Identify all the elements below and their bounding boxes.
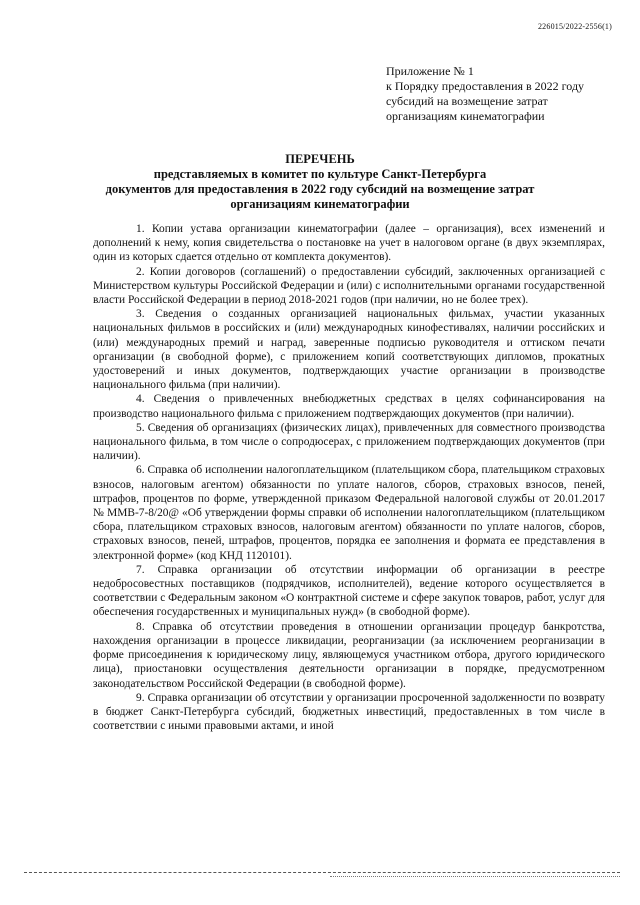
title-heading: ПЕРЕЧЕНЬ — [285, 152, 355, 166]
scan-edge-line-2 — [330, 876, 620, 877]
appendix-block — [386, 64, 584, 124]
list-item-2: 2. Копии договоров (соглашений) о предоставлении субсидий, заключенных организацией с Министерством культуры Российской Федерации и (или) с исполнительными органами государственной власти Российской Федерации в период 2018-2021 годов (при наличии, но не более трех). — [93, 265, 605, 307]
list-item-1: 1. Копии устава организации кинематографии (далее – организация), всех изменений и дополнений к нему, копия свидетельства о постановке на учет в налоговом органе (в двух экземплярах, один из которых сдается отдельно от комплекта документов). — [93, 223, 605, 264]
title-line-4: организациям кинематографии — [230, 197, 410, 211]
title-line-3: документов для предоставления в 2022 году субсидий на возмещение затрат — [105, 182, 535, 196]
appendix-line-2: к Порядку предоставления в 2022 году — [386, 79, 585, 93]
list-item-4: 4. Сведения о привлеченных внебюджетных средствах в целях софинансирования на производство национального фильма с приложением подтверждающих документов (при наличии). — [93, 393, 605, 420]
appendix-line-1: Приложение № 1 — [386, 64, 474, 78]
title-line-2: представляемых в комитет по культуре Санкт-Петербурга — [153, 167, 487, 181]
appendix-line-3: субсидий на возмещение затрат — [386, 94, 548, 108]
document-body — [93, 222, 605, 733]
document-title — [0, 152, 640, 212]
list-item-9: 9. Справка организации об отсутствии у организации просроченной задолженности по возврату в бюджет Санкт-Петербурга субсидий, бюджетных инвестиций, предоставленных в том числе в соответствии с иными правовыми актами, и иной — [93, 691, 605, 733]
list-item-5: 5. Сведения об организациях (физических лицах), привлеченных для совместного производства национального фильма, в том числе о сопродюсерах, с приложением подтверждающих документов (при наличии). — [93, 421, 605, 463]
list-item-6: 6. Справка об исполнении налогоплательщиком (плательщиком сбора, плательщиком страховых взносов, налоговым агентом) обязанности по уплате налогов, сборов, страховых взносов, пеней, штрафов, процентов по форме, утвержденной приказом Федеральной налоговой службы от 20.01.2017 № ММВ-7-8/20@ «Об утверждении формы справки об исполнении налогоплательщиком (плательщиком сбора, плательщиком страховых взносов, налоговым агентом) обязанности по уплате налогов, сборов, страховых взносов, пеней, штрафов, процентов, порядка ее заполнения и формата ее представления в электронной форме» (код КНД 1120101). — [93, 464, 605, 562]
list-item-8: 8. Справка об отсутствии проведения в отношении организации процедур банкротства, нахождения организации в процессе ликвидации, реорганизации (за исключением реорганизации в форме присоединения к юридическому лицу, являющемуся участником отбора, другого юридического лица), приостановки осуществления деятельности организации в порядке, предусмотренном законодательством Российской Федерации (в свободной форме). — [93, 620, 605, 690]
appendix-line-4: организациям кинематографии — [386, 109, 545, 123]
scan-edge-line — [24, 872, 620, 873]
document-number: 226015/2022-2556(1) — [537, 22, 612, 31]
list-item-7: 7. Справка организации об отсутствии информации об организации в реестре недобросовестных поставщиков (подрядчиков, исполнителей), ведение которого осуществляется в соответствии с Федеральным законом «О контрактной системе и сфере закупок товаров, работ, услуг для обеспечения государственных и муниципальных нужд» (в свободной форме). — [93, 563, 605, 619]
list-item-3: 3. Сведения о созданных организацией национальных фильмах, участии указанных национальных фильмов в российских и (или) международных кинофестивалях, наличии российских и (или) международных премий и наград, заверенные подписью руководителя и оттиском печати организации (в свободной форме), с приложением копий соответствующих дипломов, прокатных удостоверений и иных документов, подтверждающих участие организации в производстве национального фильма (при наличии). — [93, 308, 605, 392]
